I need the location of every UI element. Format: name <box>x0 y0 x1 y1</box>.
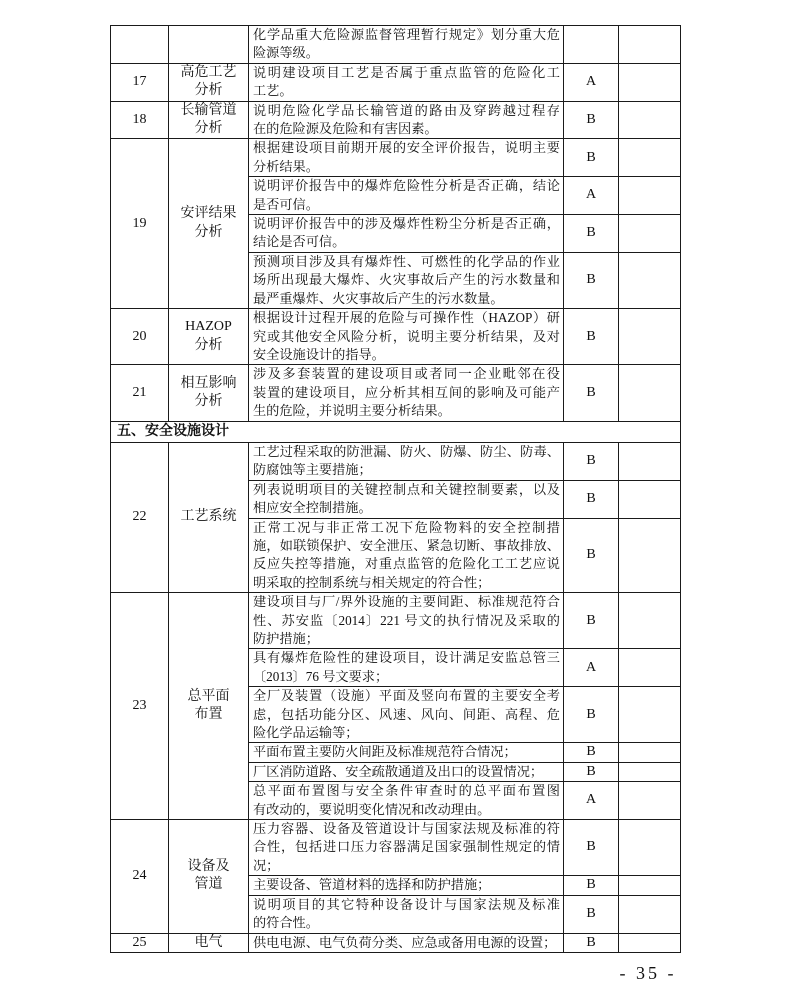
content-line: 涉及多套装置的建设项目或者同一企业毗邻在役 <box>253 366 560 382</box>
item-name-line: 分析 <box>194 83 223 99</box>
requirement-content <box>249 63 564 101</box>
item-name <box>169 593 249 820</box>
item-name-line: 分析 <box>194 224 223 240</box>
table-row <box>111 593 681 649</box>
item-number: 18 <box>111 101 169 139</box>
requirement-content <box>249 762 564 781</box>
content-line: 列表说明项目的关键控制点和关键控制要素，以及 <box>253 481 560 497</box>
content-line: 究或其他安全风险分析，说明主要分析结果，及对 <box>253 328 560 344</box>
content-line: 生的危险，并说明主要分析结果。 <box>253 403 451 419</box>
content-line: 预测项目涉及具有爆炸性、可燃性的化学品的作业 <box>253 253 560 269</box>
item-name <box>169 442 249 592</box>
item-number: 24 <box>111 820 169 933</box>
remarks-cell <box>619 139 681 177</box>
item-name-line: 设备及 <box>187 858 230 874</box>
content-line: 是否可信。 <box>253 196 319 212</box>
content-line: 全厂及装置（设施）平面及竖向布置的主要安全考 <box>253 688 560 704</box>
requirement-content <box>249 26 564 64</box>
remarks-cell <box>619 215 681 253</box>
grade-cell: B <box>564 252 619 308</box>
content-line: 况； <box>253 857 280 873</box>
content-line: 〔2013〕76 号文要求； <box>253 668 389 684</box>
remarks-cell <box>619 101 681 139</box>
grade-cell: A <box>564 649 619 687</box>
grade-cell: A <box>564 63 619 101</box>
grade-cell: B <box>564 593 619 649</box>
remarks-cell <box>619 687 681 743</box>
content-line: 厂区消防道路、安全疏散通道及出口的设置情况； <box>253 763 544 779</box>
page-number: - 35 - <box>619 963 677 983</box>
requirement-content <box>249 782 564 820</box>
item-name-line: 布置 <box>194 707 223 723</box>
grade-cell: B <box>564 933 619 952</box>
content-line: 相应安全控制措施。 <box>253 500 372 516</box>
content-line: 说明评价报告中的涉及爆炸性粉尘分析是否正确， <box>253 216 560 232</box>
content-line: 供电电源、电气负荷分类、应急或备用电源的设置； <box>253 934 557 950</box>
content-line: 平面布置主要防火间距及标准规范符合情况； <box>253 744 517 760</box>
grade-cell: B <box>564 518 619 593</box>
content-line: 在的危险源及危险和有害因素。 <box>253 121 438 137</box>
content-line: 具有爆炸危险性的建设项目，设计满足安监总管三 <box>253 650 560 666</box>
content-line: 分析结果。 <box>253 158 319 174</box>
table-row <box>111 442 681 480</box>
requirement-content <box>249 518 564 593</box>
item-name <box>169 820 249 933</box>
content-line: 化学品重大危险源监督管理暂行规定》划分重大危 <box>253 27 560 42</box>
remarks-cell <box>619 63 681 101</box>
content-line: 险化学品运输等； <box>253 725 359 741</box>
remarks-cell <box>619 26 681 64</box>
content-line: 反应失控等措施，对重点监管的危险化工工艺应说 <box>253 556 560 572</box>
item-name <box>169 933 249 952</box>
section-row <box>111 421 681 442</box>
content-line: 防护措施； <box>253 631 319 646</box>
grade-cell: B <box>564 687 619 743</box>
item-name-line: 高危工艺 <box>180 64 237 80</box>
remarks-cell <box>619 442 681 480</box>
grade-cell: B <box>564 101 619 139</box>
remarks-cell <box>619 782 681 820</box>
item-name-line: HAZOP <box>185 319 232 335</box>
content-line: 压力容器、设备及管道设计与国家法规及标准的符 <box>253 821 560 837</box>
content-line: 防腐蚀等主要措施； <box>253 462 372 478</box>
requirement-content <box>249 876 564 895</box>
item-name-line: 总平面 <box>187 688 230 704</box>
requirement-content <box>249 649 564 687</box>
item-number: 25 <box>111 933 169 952</box>
requirements-table <box>110 25 681 953</box>
remarks-cell <box>619 762 681 781</box>
remarks-cell <box>619 365 681 421</box>
grade-cell: B <box>564 895 619 933</box>
grade-cell: B <box>564 876 619 895</box>
grade-cell: B <box>564 820 619 876</box>
table-row <box>111 139 681 177</box>
content-line: 总平面布置图与安全条件审查时的总平面布置图 <box>253 783 560 799</box>
requirement-content <box>249 177 564 215</box>
grade-cell: B <box>564 215 619 253</box>
grade-cell: B <box>564 743 619 762</box>
remarks-cell <box>619 252 681 308</box>
content-line: 场所出现最大爆炸、火灾事故后产生的污水数量和 <box>253 272 560 288</box>
remarks-cell <box>619 480 681 518</box>
item-name-line: 管道 <box>194 877 223 893</box>
requirement-content <box>249 442 564 480</box>
item-number: 17 <box>111 63 169 101</box>
item-name-line: 工艺系统 <box>180 509 237 525</box>
requirement-content <box>249 215 564 253</box>
remarks-cell <box>619 177 681 215</box>
section-title: 五、安全设施设计 <box>111 421 681 442</box>
item-name-line: 长输管道 <box>180 102 237 118</box>
remarks-cell <box>619 309 681 365</box>
content-line: 最严重爆炸、火灾事故后产生的污水数量。 <box>253 290 504 306</box>
grade-cell: A <box>564 782 619 820</box>
remarks-cell <box>619 933 681 952</box>
requirement-content <box>249 101 564 139</box>
content-line: 说明项目的其它特种设备设计与国家法规及标准 <box>253 896 560 912</box>
content-line: 说明评价报告中的爆炸危险性分析是否正确，结论 <box>253 178 560 194</box>
grade-cell: B <box>564 480 619 518</box>
requirement-content <box>249 593 564 649</box>
item-name-line: 分析 <box>194 121 223 137</box>
requirement-content <box>249 139 564 177</box>
grade-cell: B <box>564 762 619 781</box>
grade-cell <box>564 26 619 64</box>
requirement-content <box>249 933 564 952</box>
grade-cell: B <box>564 442 619 480</box>
grade-cell: B <box>564 365 619 421</box>
content-line: 正常工况与非正常工况下危险物料的安全控制措 <box>253 519 560 535</box>
item-name-line: 相互影响 <box>180 375 237 391</box>
content-line: 的符合性。 <box>253 915 319 931</box>
remarks-cell <box>619 820 681 876</box>
item-name-line: 电气 <box>194 934 223 950</box>
item-number: 22 <box>111 442 169 592</box>
item-number: 19 <box>111 139 169 309</box>
table-row <box>111 820 681 876</box>
item-number <box>111 26 169 64</box>
remarks-cell <box>619 876 681 895</box>
table-row <box>111 63 681 101</box>
content-line: 装置的建设项目，应分析其相互间的影响及可能产 <box>253 384 560 400</box>
content-line: 工艺。 <box>253 83 293 99</box>
table-row <box>111 933 681 952</box>
remarks-cell <box>619 593 681 649</box>
grade-cell: B <box>564 309 619 365</box>
requirements-table-body <box>111 26 681 953</box>
remarks-cell <box>619 649 681 687</box>
remarks-cell <box>619 518 681 593</box>
requirement-content <box>249 252 564 308</box>
content-line: 合性，包括进口压力容器满足国家强制性规定的情 <box>253 839 560 855</box>
item-name <box>169 139 249 309</box>
content-line: 施，如联锁保护、安全泄压、紧急切断、事故排放、 <box>253 537 560 553</box>
requirement-content <box>249 480 564 518</box>
content-line: 有改动的，要说明变化情况和改动理由。 <box>253 801 491 817</box>
content-line: 根据设计过程开展的危险与可操作性（HAZOP）研 <box>253 310 560 326</box>
item-number: 21 <box>111 365 169 421</box>
content-line: 安全设施设计的指导。 <box>253 346 385 362</box>
content-line: 虑，包括功能分区、风速、风向、间距、高程、危 <box>253 706 560 722</box>
item-name <box>169 365 249 421</box>
content-line: 建设项目与厂/界外设施的主要间距、标准规范符合 <box>253 594 560 610</box>
content-line: 性、苏安监〔2014〕221 号文的执行情况及采取的 <box>253 612 560 628</box>
item-number: 23 <box>111 593 169 820</box>
item-name-line: 分析 <box>194 393 223 409</box>
content-line: 说明建设项目工艺是否属于重点监管的危险化工 <box>253 64 560 80</box>
item-name <box>169 309 249 365</box>
grade-cell: B <box>564 139 619 177</box>
table-row <box>111 365 681 421</box>
grade-cell: A <box>564 177 619 215</box>
item-name <box>169 63 249 101</box>
content-line: 主要设备、管道材料的选择和防护措施； <box>253 877 491 893</box>
item-name-line: 分析 <box>194 337 223 353</box>
requirement-content <box>249 365 564 421</box>
item-number: 20 <box>111 309 169 365</box>
item-name <box>169 26 249 64</box>
requirement-content <box>249 687 564 743</box>
content-line: 工艺过程采取的防泄漏、防火、防爆、防尘、防毒、 <box>253 443 560 459</box>
content-line: 根据建设项目前期开展的安全评价报告，说明主要 <box>253 140 560 156</box>
requirement-content <box>249 820 564 876</box>
content-line: 险源等级。 <box>253 45 319 61</box>
content-line: 说明危险化学品长输管道的路由及穿跨越过程存 <box>253 102 560 118</box>
item-name-line: 安评结果 <box>180 206 237 222</box>
requirement-content <box>249 743 564 762</box>
content-line: 结论是否可信。 <box>253 234 346 250</box>
remarks-cell <box>619 895 681 933</box>
table-row <box>111 26 681 64</box>
item-name <box>169 101 249 139</box>
requirement-content <box>249 309 564 365</box>
remarks-cell <box>619 743 681 762</box>
content-line: 明采取的控制系统与相关规定的符合性； <box>253 574 491 590</box>
table-row <box>111 309 681 365</box>
requirement-content <box>249 895 564 933</box>
table-row <box>111 101 681 139</box>
